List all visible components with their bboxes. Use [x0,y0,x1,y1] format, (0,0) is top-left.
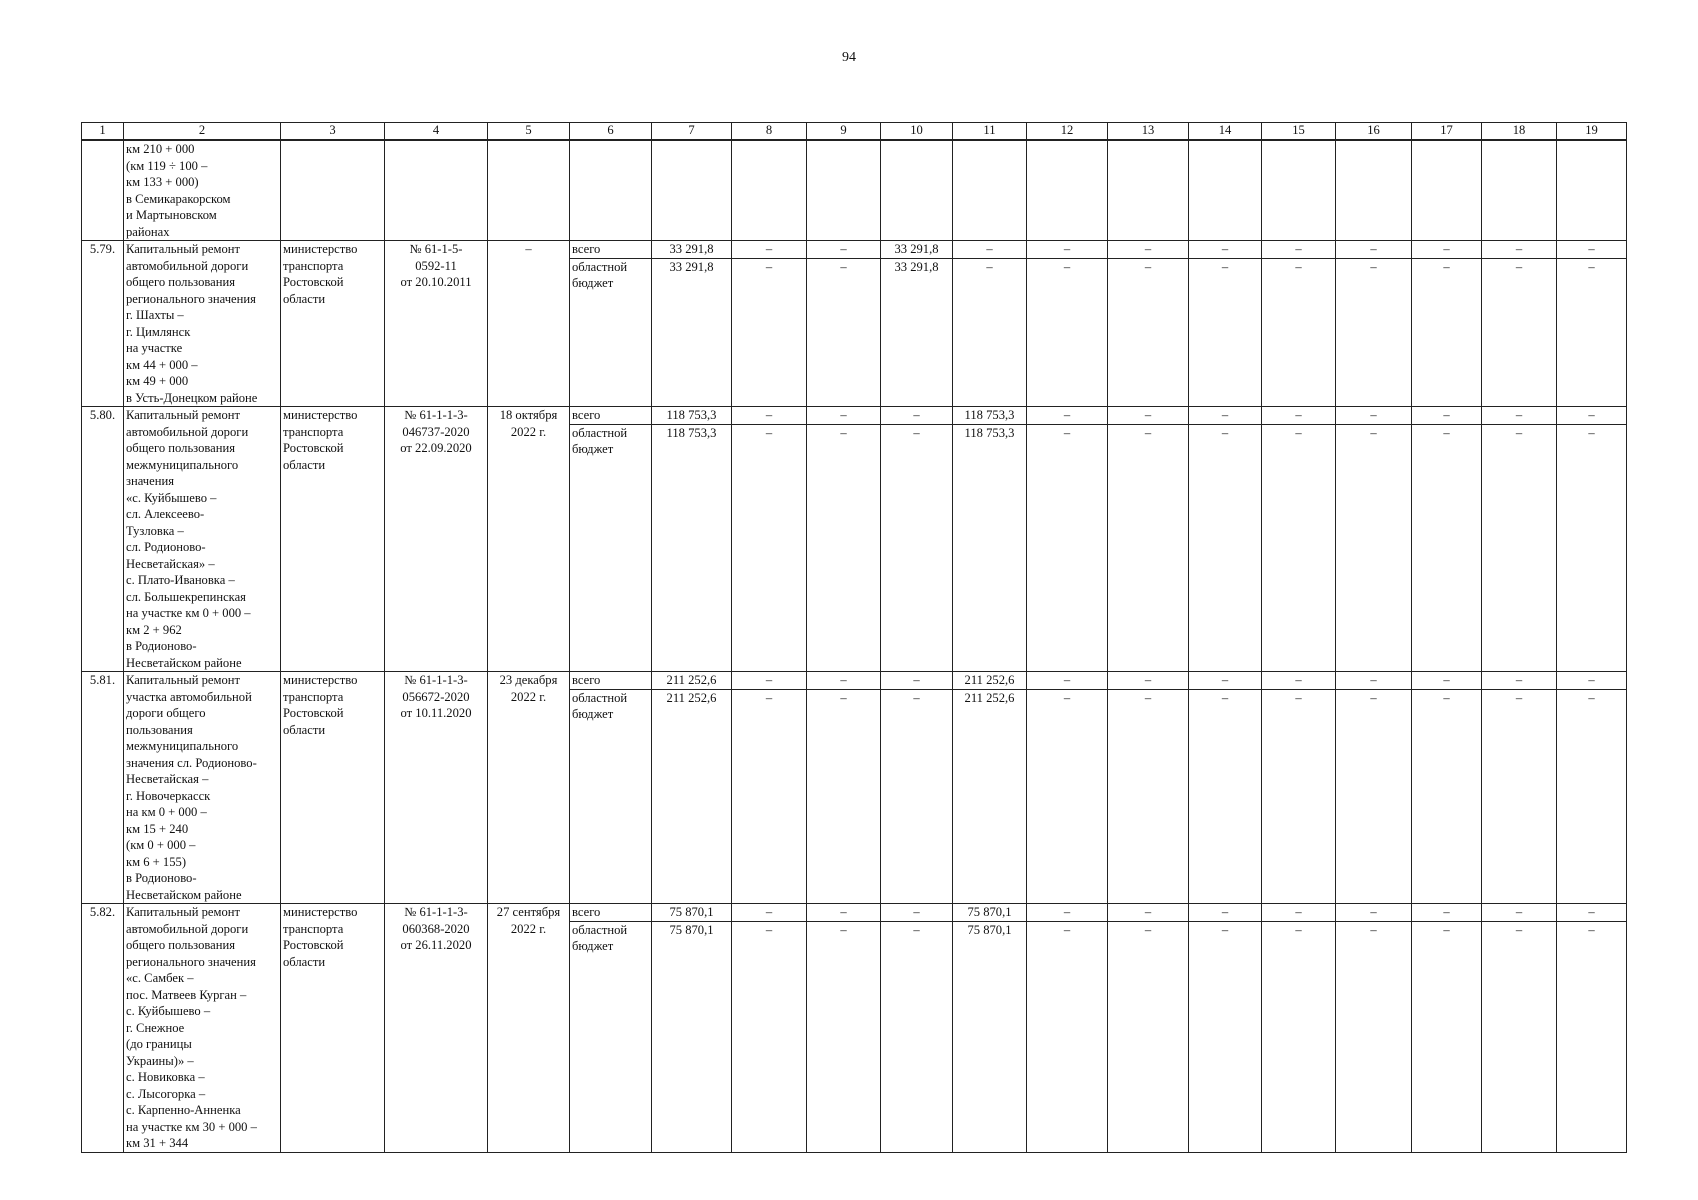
cell-value-c15: – [1262,904,1336,922]
cell-customer: министерство транспорта Ростовской области [281,904,385,1153]
cell-value-c11: 211 252,6 [953,689,1027,904]
column-number-header: 5 [488,123,570,141]
cell-value-c11: 118 753,3 [953,407,1027,425]
cell-value-c12: – [1027,407,1108,425]
column-number-header: 16 [1336,123,1412,141]
cell-value-c15: – [1262,689,1336,904]
column-number-header: 4 [385,123,488,141]
cell-num: 5.82. [82,904,124,1153]
cell-value-c18: – [1482,407,1557,425]
cell-value-c18: – [1482,689,1557,904]
cell-value-c17: – [1412,904,1482,922]
cell-value-c11: 118 753,3 [953,424,1027,672]
cell-funding-source: всего [570,407,652,425]
cell-date: – [488,241,570,407]
cell-value-c15: – [1262,921,1336,1152]
cell-value-c15: – [1262,407,1336,425]
cell-value-c15: – [1262,241,1336,259]
cell-value-c12: – [1027,424,1108,672]
cell-value-c17: – [1412,424,1482,672]
column-number-row [82,123,1627,141]
cell-value-c16: – [1336,689,1412,904]
cell-value-c12: – [1027,689,1108,904]
cell-value-c18: – [1482,921,1557,1152]
cell-date: 27 сентября 2022 г. [488,904,570,1153]
cell-value-c13: – [1108,904,1189,922]
cell-object-name: км 210 + 000 (км 119 ÷ 100 – км 133 + 000) в Семикаракорском и Мартыновском районах [124,140,281,241]
cell-value-c13: – [1108,407,1189,425]
cell-value-c13: – [1108,241,1189,259]
cell-object-name: Капитальный ремонт автомобильной дороги общего пользования регионального значения «с. Самбек – пос. Матвеев Курган – с. Куйбышево – г. Снежное (до границы Украины)» – с. Новиковка – с. Лысогорка – с. Карпенно-Анненка на участке км 30 + 000 – км 31 + 344 [124,904,281,1153]
cell-value-c19: – [1557,258,1627,407]
cell-value-c16: – [1336,904,1412,922]
column-number-header: 14 [1189,123,1262,141]
column-number-header: 12 [1027,123,1108,141]
cell-value-c14: – [1189,689,1262,904]
cell-num: 5.81. [82,672,124,904]
continuation-row [82,140,1627,241]
cell-value-c15: – [1262,672,1336,690]
cell-value-c7: 118 753,3 [652,407,732,425]
cell-value-c19: – [1557,407,1627,425]
cell-value-c17: – [1412,672,1482,690]
cell-value-c13: – [1108,921,1189,1152]
cell-value-c10: – [881,921,953,1152]
column-number-header: 18 [1482,123,1557,141]
column-number-header: 2 [124,123,281,141]
page-number: 94 [842,50,856,65]
cell-value-c9: – [807,689,881,904]
cell-value-c7: 211 252,6 [652,672,732,690]
cell-contract: № 61-1-5- 0592-11 от 20.10.2011 [385,241,488,407]
cell-value-c14: – [1189,241,1262,259]
cell-value-c18: – [1482,672,1557,690]
cell-value-c17: – [1412,407,1482,425]
cell-value-c17: – [1412,921,1482,1152]
cell-value-c16: – [1336,258,1412,407]
cell-value-c10: 33 291,8 [881,258,953,407]
cell-customer: министерство транспорта Ростовской области [281,407,385,672]
cell-funding-source: областной бюджет [570,424,652,672]
column-number-header: 11 [953,123,1027,141]
cell-customer: министерство транспорта Ростовской области [281,241,385,407]
cell-value-c17: – [1412,241,1482,259]
cell-value-c11: 75 870,1 [953,904,1027,922]
cell-value-c19: – [1557,904,1627,922]
cell-funding-source: областной бюджет [570,258,652,407]
cell-value-c11: – [953,241,1027,259]
cell-value-c10: – [881,407,953,425]
cell-contract: № 61-1-1-3- 056672-2020 от 10.11.2020 [385,672,488,904]
cell-value-c11: 75 870,1 [953,921,1027,1152]
cell-value-c8: – [732,921,807,1152]
column-number-header: 6 [570,123,652,141]
cell-value-c9: – [807,407,881,425]
cell-value-c18: – [1482,258,1557,407]
column-number-header: 9 [807,123,881,141]
table-row [82,904,1627,922]
program-table [81,122,1627,1153]
cell-value-c15: – [1262,258,1336,407]
cell-value-c12: – [1027,672,1108,690]
cell-value-c13: – [1108,424,1189,672]
cell-value-c11: 211 252,6 [953,672,1027,690]
cell-value-c10: – [881,689,953,904]
cell-value-c11: – [953,258,1027,407]
cell-value-c9: – [807,904,881,922]
table-row [82,672,1627,690]
cell-value-c14: – [1189,904,1262,922]
cell-num: 5.80. [82,407,124,672]
cell-object-name: Капитальный ремонт автомобильной дороги общего пользования межмуниципального значения «с. Куйбышево – сл. Алексеево- Тузловка – сл. Родионово- Несветайская» – с. Плато-Ивановка – сл. Большекрепинская на участке км 0 + 000 – км 2 + 962 в Родионово- Несветайском районе [124,407,281,672]
cell-value-c10: – [881,672,953,690]
cell-value-c12: – [1027,904,1108,922]
cell-value-c13: – [1108,672,1189,690]
cell-value-c18: – [1482,424,1557,672]
cell-contract: № 61-1-1-3- 060368-2020 от 26.11.2020 [385,904,488,1153]
column-number-header: 1 [82,123,124,141]
cell-object-name: Капитальный ремонт автомобильной дороги общего пользования регионального значения г. Шахты – г. Цимлянск на участке км 44 + 000 – км 49 + 000 в Усть-Донецком районе [124,241,281,407]
cell-value-c19: – [1557,689,1627,904]
cell-value-c12: – [1027,258,1108,407]
cell-date: 23 декабря 2022 г. [488,672,570,904]
cell-funding-source: областной бюджет [570,921,652,1152]
cell-value-c9: – [807,672,881,690]
column-number-header: 17 [1412,123,1482,141]
cell-value-c8: – [732,424,807,672]
column-number-header: 19 [1557,123,1627,141]
cell-value-c8: – [732,689,807,904]
cell-value-c13: – [1108,689,1189,904]
column-number-header: 3 [281,123,385,141]
table-row [82,407,1627,425]
cell-value-c7: 33 291,8 [652,258,732,407]
cell-value-c19: – [1557,672,1627,690]
cell-value-c18: – [1482,241,1557,259]
cell-value-c16: – [1336,424,1412,672]
cell-value-c13: – [1108,258,1189,407]
cell-date: 18 октября 2022 г. [488,407,570,672]
cell-funding-source: всего [570,672,652,690]
cell-value-c8: – [732,258,807,407]
cell-num: 5.79. [82,241,124,407]
cell-num [82,140,124,241]
cell-value-c8: – [732,904,807,922]
cell-value-c9: – [807,241,881,259]
column-number-header: 10 [881,123,953,141]
cell-value-c14: – [1189,921,1262,1152]
cell-value-c10: 33 291,8 [881,241,953,259]
cell-value-c15: – [1262,424,1336,672]
cell-funding-source: всего [570,241,652,259]
cell-value-c7: 75 870,1 [652,904,732,922]
cell-object-name: Капитальный ремонт участка автомобильной дороги общего пользования межмуниципального значения сл. Родионово- Несветайская – г. Новочеркасск на км 0 + 000 – км 15 + 240 (км 0 + 000 – км 6 + 155) в Родионово- Несветайском районе [124,672,281,904]
cell-value-c14: – [1189,407,1262,425]
cell-value-c9: – [807,424,881,672]
cell-value-c12: – [1027,921,1108,1152]
cell-contract: № 61-1-1-3- 046737-2020 от 22.09.2020 [385,407,488,672]
cell-value-c19: – [1557,241,1627,259]
cell-funding-source: всего [570,904,652,922]
column-number-header: 8 [732,123,807,141]
column-number-header: 7 [652,123,732,141]
cell-value-c19: – [1557,424,1627,672]
cell-value-c16: – [1336,672,1412,690]
cell-value-c12: – [1027,241,1108,259]
cell-value-c9: – [807,258,881,407]
cell-value-c8: – [732,241,807,259]
column-number-header: 13 [1108,123,1189,141]
cell-value-c17: – [1412,689,1482,904]
column-number-header: 15 [1262,123,1336,141]
cell-customer: министерство транспорта Ростовской области [281,672,385,904]
cell-value-c7: 75 870,1 [652,921,732,1152]
cell-value-c7: 33 291,8 [652,241,732,259]
cell-value-c10: – [881,424,953,672]
cell-value-c8: – [732,407,807,425]
cell-value-c14: – [1189,258,1262,407]
cell-value-c7: 211 252,6 [652,689,732,904]
cell-value-c14: – [1189,424,1262,672]
cell-value-c8: – [732,672,807,690]
cell-value-c18: – [1482,904,1557,922]
cell-value-c16: – [1336,241,1412,259]
cell-value-c10: – [881,904,953,922]
cell-value-c14: – [1189,672,1262,690]
cell-value-c17: – [1412,258,1482,407]
cell-value-c7: 118 753,3 [652,424,732,672]
cell-funding-source: областной бюджет [570,689,652,904]
cell-value-c16: – [1336,921,1412,1152]
table-row [82,241,1627,259]
cell-value-c16: – [1336,407,1412,425]
cell-value-c9: – [807,921,881,1152]
cell-value-c19: – [1557,921,1627,1152]
table-body [82,140,1627,1152]
